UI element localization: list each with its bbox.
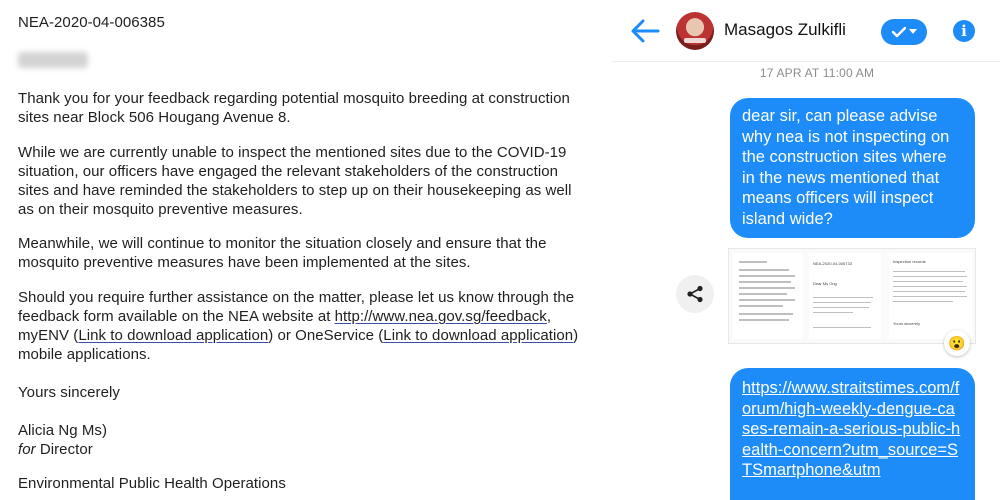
status-button[interactable] — [881, 19, 927, 45]
oneservice-text: ) or OneService ( — [268, 327, 384, 344]
thumb-page-3 — [889, 253, 973, 339]
paragraph-4-line-2 — [18, 307, 551, 327]
signatory-name: Alicia Ng Ms) — [18, 422, 107, 439]
thumb-closing: Yours sincerely — [893, 321, 920, 326]
paragraph-4-line-2-text: feedback form available on the NEA website at — [18, 308, 335, 325]
nea-feedback-link[interactable]: http://www.nea.gov.sg/feedback — [334, 308, 547, 325]
department-name: Environmental Public Health Operations — [18, 475, 286, 492]
thumb-page-1 — [733, 253, 803, 339]
signatory-title — [18, 440, 93, 460]
share-icon — [686, 285, 704, 303]
straitstimes-link[interactable]: https://www.straitstimes.com/forum/high-weekly-dengue-cases-remain-a-serious-public-health-concern?utm_source=STSmartphone&utm — [742, 379, 961, 479]
paragraph-1-line-2: sites near Block 506 Hougang Avenue 8. — [18, 109, 291, 126]
director-text: Director — [35, 441, 93, 458]
chevron-down-icon — [909, 29, 917, 35]
attached-document-image[interactable] — [728, 248, 976, 344]
link-message-bubble[interactable] — [730, 368, 975, 500]
thumb-greeting: Dear Ms Ong — [813, 281, 837, 286]
thumb-reference: NEA-2020-04-006733 — [813, 261, 852, 266]
checkmark-icon — [892, 26, 906, 38]
paragraph-2-line-4: as on their mosquito preventive measures. — [18, 201, 303, 218]
closing-paren-text: ) — [573, 327, 579, 344]
paragraph-2-line-1: While we are currently unable to inspect the mentioned sites due to the COVID-19 — [18, 144, 567, 161]
sent-message-bubble[interactable]: dear sir, can please advise why nea is not inspecting on the construction sites where in the news mentioned that means officers will inspect island wide? — [730, 98, 975, 238]
paragraph-3-line-2: mosquito preventive measures have been implemented at the sites. — [18, 254, 471, 271]
back-arrow-icon[interactable] — [630, 18, 660, 44]
paragraph-2-line-3: sites and have reminded the stakeholders to step up on their housekeeping as well — [18, 182, 572, 199]
share-button[interactable] — [676, 275, 714, 313]
paragraph-4-line-3 — [18, 326, 578, 346]
paragraph-2-line-2: situation, our officers have engaged the relevant stakeholders of the construction — [18, 163, 558, 180]
reference-number: NEA-2020-04-006385 — [18, 14, 165, 31]
paragraph-1-line-1: Thank you for your feedback regarding potential mosquito breeding at construction — [18, 90, 570, 107]
contact-name[interactable]: Masagos Zulkifli — [724, 20, 846, 39]
paragraph-4-line-4: mobile applications. — [18, 346, 151, 363]
thumb-header: Inspection records — [893, 259, 926, 264]
myenv-text: myENV ( — [18, 327, 79, 344]
reaction-emoji[interactable]: 😮 — [944, 330, 970, 356]
thumb-page-2 — [809, 253, 881, 339]
myenv-download-link[interactable]: Link to download application — [78, 327, 269, 344]
blurred-recipient-name — [18, 52, 88, 68]
chat-header — [612, 0, 1000, 62]
info-icon[interactable]: i — [953, 20, 975, 42]
messenger-conversation — [612, 0, 1000, 500]
paragraph-3-line-1: Meanwhile, we will continue to monitor the situation closely and ensure that the — [18, 235, 547, 252]
closing-salutation: Yours sincerely — [18, 384, 120, 401]
message-timestamp: 17 APR AT 11:00 AM — [759, 66, 875, 80]
comma-text: , — [546, 308, 552, 325]
oneservice-download-link[interactable]: Link to download application — [383, 327, 574, 344]
paragraph-4-line-1: Should you require further assistance on the matter, please let us know through the — [18, 289, 575, 306]
for-word: for — [18, 441, 36, 458]
avatar[interactable] — [676, 12, 714, 50]
